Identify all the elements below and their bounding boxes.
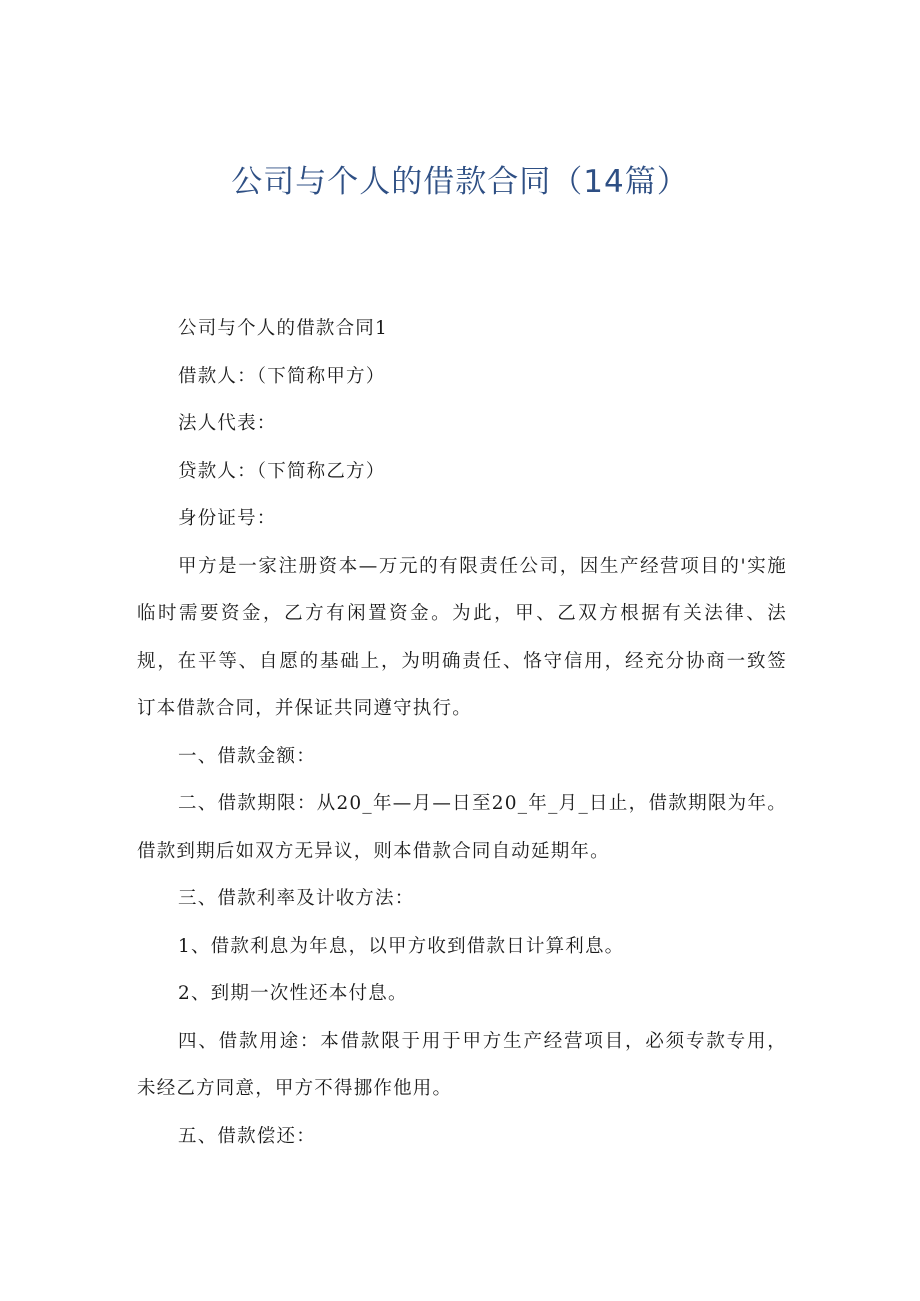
document-body [137, 305, 787, 1160]
paragraph-borrower: 借款人：（下简称甲方） [178, 365, 386, 387]
paragraph-interest-item-1: 1、借款利息为年息，以甲方收到借款日计算利息。 [178, 935, 625, 957]
paragraph-interest-item-2: 2、到期一次性还本付息。 [178, 983, 408, 1004]
paragraph-id-number: 身份证号： [178, 508, 277, 529]
document-title: 公司与个人的借款合同（14篇） [231, 164, 689, 200]
paragraph-preamble: 甲方是一家注册资本—万元的有限责任公司，因生产经营项目的'实施临时需要资金，乙方有闲置资金。为此，甲、乙双方根据有关法律、法规，在平等、自愿的基础上，为明确责任、恪守信用，经充分协商一致签订本借款合同，并保证共同遵守执行。 [137, 555, 787, 719]
paragraph-contract-heading: 公司与个人的借款合同1 [178, 318, 388, 339]
paragraph-lender: 贷款人：（下简称乙方） [178, 460, 386, 482]
paragraph-loan-term: 二、借款期限：从20_年—月—日至20_年_月_日止，借款期限为年。借款到期后如双方无异议，则本借款合同自动延期年。 [137, 793, 787, 862]
paragraph-loan-purpose: 四、借款用途：本借款限于用于甲方生产经营项目，必须专款专用，未经乙方同意，甲方不得挪作他用。 [137, 1030, 787, 1099]
paragraph-loan-amount: 一、借款金额： [178, 745, 316, 767]
paragraph-interest-rate: 三、借款利率及计收方法： [178, 888, 415, 909]
paragraph-legal-representative: 法人代表： [178, 413, 277, 434]
paragraph-repayment: 五、借款偿还： [178, 1125, 316, 1147]
